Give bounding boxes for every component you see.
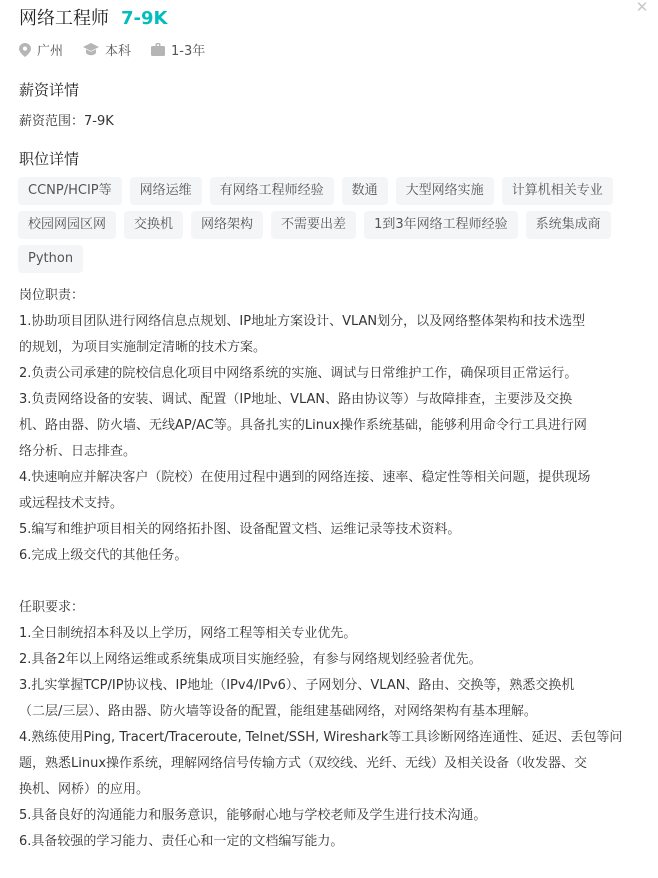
close-icon[interactable]: ✕ (635, 0, 649, 16)
description-line: 5.编写和维护项目相关的网络拓扑图、设备配置文档、运维记录等技术资料。 (19, 522, 461, 537)
description-line (19, 569, 641, 595)
skill-tag: CCNP/HCIP等 (18, 177, 122, 205)
job-salary: 7-9K (121, 8, 168, 29)
job-description (19, 283, 641, 855)
meta-degree-label: 本科 (105, 44, 132, 59)
description-line: 2.具备2年以上网络运维或系统集成项目实施经验，有参与网络规划经验者优先。 (19, 652, 482, 667)
description-line: 5.具备良好的沟通能力和服务意识，能够耐心地与学校老师及学生进行技术沟通。 (19, 808, 487, 823)
description-line: 1.协助项目团队进行网络信息点规划、IP地址方案设计、VLAN划分，以及网络整体架构和技术选型 (19, 314, 586, 329)
description-line: 4.快速响应并解决客户（院校）在使用过程中遇到的网络连接、速率、稳定性等相关问题，提供现场 (19, 470, 591, 485)
description-line: 任职要求： (19, 600, 85, 615)
description-line: 6.完成上级交代的其他任务。 (19, 548, 188, 563)
description-line: 3.负责网络设备的安装、调试、配置（IP地址、VLAN、路由协议等）与故障排查，主要涉及交换 (19, 392, 573, 407)
meta-degree (83, 40, 131, 59)
description-line: 络分析、日志排查。 (19, 444, 137, 459)
meta-city (19, 40, 63, 59)
description-line: 岗位职责： (19, 288, 85, 303)
graduation-cap-icon (83, 43, 99, 56)
skill-tag: 有网络工程师经验 (210, 177, 334, 205)
skill-tag: Python (18, 245, 83, 273)
meta-experience (151, 40, 205, 59)
skill-tag: 不需要出差 (271, 211, 356, 239)
skill-tag: 系统集成商 (526, 211, 611, 239)
meta-experience-label: 1-3年 (171, 44, 206, 59)
description-line: 2.负责公司承建的院校信息化项目中网络系统的实施、调试与日常维护工作，确保项目正常运行。 (19, 366, 578, 381)
tag-list (18, 177, 638, 279)
skill-tag: 交换机 (124, 211, 183, 239)
location-icon (19, 43, 31, 57)
description-line: 4.熟练使用Ping, Tracert/Traceroute, Telnet/SSH, Wireshark等工具诊断网络连通性、延迟、丢包等问 (19, 730, 623, 745)
description-line: 机、路由器、防火墙、无线AP/AC等。具备扎实的Linux操作系统基础，能够利用命令行工具进行网 (19, 418, 587, 433)
skill-tag: 计算机相关专业 (502, 177, 613, 205)
job-meta (19, 40, 225, 59)
meta-city-label: 广州 (37, 44, 64, 59)
description-line: 题，熟悉Linux操作系统，理解网络信号传输方式（双绞线、光纤、无线）及相关设备（收发器、交 (19, 756, 588, 771)
job-header (19, 4, 167, 30)
job-title: 网络工程师 (19, 8, 109, 29)
skill-tag: 1到3年网络工程师经验 (364, 211, 518, 239)
position-section-title: 职位详情 (19, 150, 80, 168)
description-line: 换机、网桥）的应用。 (19, 782, 150, 797)
description-line: 或远程技术支持。 (19, 496, 124, 511)
skill-tag: 网络运维 (130, 177, 202, 205)
skill-tag: 数通 (342, 177, 388, 205)
description-line: 的规划，为项目实施制定清晰的技术方案。 (19, 340, 267, 355)
description-line: 3.扎实掌握TCP/IP协议栈、IP地址（IPv4/IPv6）、子网划分、VLAN、路由、交换等，熟悉交换机 (19, 678, 575, 693)
description-line: （二层/三层）、路由器、防火墙等设备的配置，能组建基础网络，对网络架构有基本理解。 (19, 704, 537, 719)
salary-range: 薪资范围：7-9K (19, 114, 114, 129)
briefcase-icon (151, 43, 165, 56)
skill-tag: 网络架构 (191, 211, 263, 239)
skill-tag: 校园网园区网 (18, 211, 116, 239)
skill-tag: 大型网络实施 (396, 177, 494, 205)
description-line: 1.全日制统招本科及以上学历，网络工程等相关专业优先。 (19, 626, 357, 641)
salary-section-title: 薪资详情 (19, 81, 80, 99)
description-line: 6.具备较强的学习能力、责任心和一定的文档编写能力。 (19, 834, 344, 849)
